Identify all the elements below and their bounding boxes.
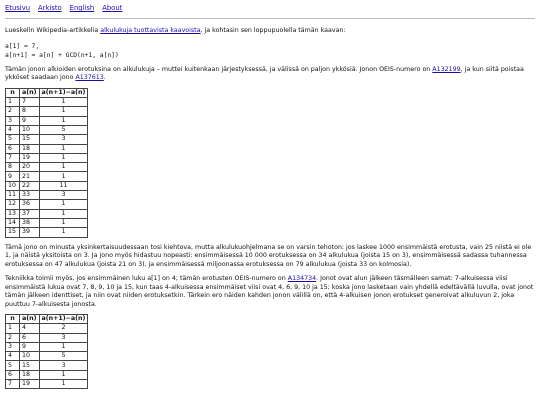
table-header-row xyxy=(6,315,88,324)
table-row xyxy=(6,98,88,107)
cell-an: 39 xyxy=(20,228,40,237)
cell-diff: 1 xyxy=(39,380,88,389)
cell-an: 19 xyxy=(20,153,40,162)
table-row xyxy=(6,116,88,125)
wikipedia-link[interactable]: alkulukuja tuottavista kaavoista xyxy=(100,27,201,34)
cell-diff: 1 xyxy=(39,209,88,218)
cell-diff: 3 xyxy=(39,191,88,200)
table-row xyxy=(6,333,88,342)
cell-diff: 1 xyxy=(39,98,88,107)
cell-an: 10 xyxy=(20,125,40,134)
cell-n: 7 xyxy=(6,380,20,389)
table-row xyxy=(6,209,88,218)
oeis-text-mid: , ja kun siitä poistaa ykköset saadaan jono xyxy=(5,65,524,82)
cell-n: 3 xyxy=(6,116,20,125)
table-header-row xyxy=(6,88,88,97)
analysis-paragraph: Tämä jono on minusta yksinkertaisuudessaan tosi kiehtova, mutta alkulukuohjelmana se on varsin tehoton: jos laskee 1000 ensimmäistä erotusta, vain 25 niistä ei ole 1, ja näistä yksitoista on 3. Ja jono myös hidastuu nopeasti: ensimmäisessä 10 000 erotuksessa on 34 alkulukua (joista 15 on 3), ensimmäisessä sadassa tuhannessa erotuksessa on 47 alkulukua (joista 21 on 3), ja ensimmäisessä miljoonassa erotuksessa on 79 alkulukua (joista 33 on kolmosia). xyxy=(5,243,532,268)
cell-diff: 1 xyxy=(39,172,88,181)
cell-diff: 1 xyxy=(39,163,88,172)
cell-diff: 1 xyxy=(39,107,88,116)
table-row xyxy=(6,324,88,333)
cell-an: 7 xyxy=(20,98,40,107)
table-row xyxy=(6,228,88,237)
formula-line-2: a[n+1] = a[n] + GCD(n+1, a[n]) xyxy=(5,51,119,59)
table-row xyxy=(6,163,88,172)
top-nav xyxy=(5,0,535,16)
cell-diff: 1 xyxy=(39,116,88,125)
cell-n: 9 xyxy=(6,172,20,181)
cell-an: 18 xyxy=(20,370,40,379)
col-header-n: n xyxy=(6,88,20,97)
table-row xyxy=(6,107,88,116)
cell-n: 7 xyxy=(6,153,20,162)
cell-diff: 1 xyxy=(39,153,88,162)
table-row xyxy=(6,144,88,153)
cell-diff: 1 xyxy=(39,218,88,227)
table-row xyxy=(6,135,88,144)
nav-link-english[interactable]: English xyxy=(69,4,95,13)
oeis-text-pre: Tämän jonon alkioiden erotuksina on alkulukuja – muttei kuitenkaan järjestyksessä, ja välissä on paljon ykkösiä. Jonon OEIS-numero on xyxy=(5,65,433,73)
formula-block xyxy=(5,42,535,60)
cell-n: 11 xyxy=(6,191,20,200)
cell-an: 37 xyxy=(20,209,40,218)
cell-n: 6 xyxy=(6,144,20,153)
cell-an: 18 xyxy=(20,144,40,153)
oeis-link-a137613[interactable]: A137613 xyxy=(75,74,104,82)
oeis-link-a134734[interactable]: A134734 xyxy=(287,275,317,282)
oeis-link-a132199[interactable]: A132199 xyxy=(432,65,461,73)
cell-n: 1 xyxy=(6,324,20,333)
cell-n: 14 xyxy=(6,218,20,227)
cell-an: 33 xyxy=(20,191,40,200)
cell-an: 21 xyxy=(20,172,40,181)
cell-an: 20 xyxy=(20,163,40,172)
table-row xyxy=(6,200,88,209)
cell-n: 2 xyxy=(6,107,20,116)
cell-an: 10 xyxy=(20,352,40,361)
table-row xyxy=(6,181,88,190)
variant-text-post: . Jonot ovat alun jälkeen täsmälleen samat: 7-alkuisessa viisi ensimmäistä lukua ovat 7, 8, 9, 10 ja 15, kun taas 4-alkuisessa ensimmäiset viisi ovat 4, 6, 9, 10 ja 15; koska jono lasketaan vain yhdellä edeltävällä luvulla, ovat jonot tämän jälkeen identtiset, ja niin ovat niiden erotuksetkin. Tärkein ero näiden kahden jonon välillä on, että 4-alkuisen jonon erotukset generoivat alkuluvun 2, joka puuttuu 7-alkuisesta jonosta. xyxy=(5,275,534,308)
table-body xyxy=(6,324,88,389)
oeis-text-post: . xyxy=(103,74,106,82)
cell-n: 1 xyxy=(6,98,20,107)
cell-n: 4 xyxy=(6,125,20,134)
cell-an: 4 xyxy=(20,324,40,333)
intro-paragraph xyxy=(5,27,535,36)
cell-n: 6 xyxy=(6,370,20,379)
cell-diff: 3 xyxy=(39,361,88,370)
nav-link-about[interactable]: About xyxy=(102,4,123,13)
sequence-table-7 xyxy=(5,88,88,238)
cell-an: 8 xyxy=(20,107,40,116)
cell-n: 10 xyxy=(6,181,20,190)
table-row xyxy=(6,342,88,351)
cell-an: 36 xyxy=(20,200,40,209)
nav-link-etusivu[interactable]: Etusivu xyxy=(5,4,31,13)
cell-n: 15 xyxy=(6,228,20,237)
intro-text-pre: Lueskelin Wikipedia-artikkelia xyxy=(5,27,101,34)
cell-an: 22 xyxy=(20,181,40,190)
table-row xyxy=(6,153,88,162)
cell-diff: 3 xyxy=(39,135,88,144)
nav-link-arkisto[interactable]: Arkisto xyxy=(38,4,62,13)
cell-an: 38 xyxy=(20,218,40,227)
cell-diff: 1 xyxy=(39,144,88,153)
col-header-an: a(n) xyxy=(20,88,40,97)
table-row xyxy=(6,172,88,181)
table-row xyxy=(6,380,88,389)
sequence-table-4 xyxy=(5,314,88,389)
cell-diff: 2 xyxy=(39,324,88,333)
cell-an: 9 xyxy=(20,116,40,125)
cell-diff: 1 xyxy=(39,342,88,351)
table-row xyxy=(6,352,88,361)
table-row xyxy=(6,361,88,370)
oeis-paragraph xyxy=(5,66,535,83)
cell-an: 15 xyxy=(20,361,40,370)
table-row xyxy=(6,191,88,200)
cell-diff: 5 xyxy=(39,125,88,134)
intro-text-post: , ja kohtasin sen loppupuolella tämän kaavan: xyxy=(200,27,346,34)
cell-n: 12 xyxy=(6,200,20,209)
table-row xyxy=(6,218,88,227)
cell-diff: 11 xyxy=(39,181,88,190)
col-header-diff: a(n+1)−a(n) xyxy=(39,88,88,97)
cell-diff: 1 xyxy=(39,200,88,209)
cell-n: 5 xyxy=(6,135,20,144)
cell-n: 13 xyxy=(6,209,20,218)
variant-paragraph xyxy=(5,275,535,309)
table-row xyxy=(6,370,88,379)
cell-n: 8 xyxy=(6,163,20,172)
cell-an: 9 xyxy=(20,342,40,351)
cell-n: 2 xyxy=(6,333,20,342)
cell-n: 3 xyxy=(6,342,20,351)
cell-diff: 1 xyxy=(39,370,88,379)
col-header-n: n xyxy=(6,315,20,324)
col-header-diff: a(n+1)−a(n) xyxy=(39,315,88,324)
table-body xyxy=(6,98,88,237)
cell-an: 6 xyxy=(20,333,40,342)
formula-line-1: a[1] = 7, xyxy=(5,42,40,50)
cell-diff: 3 xyxy=(39,333,88,342)
nav-divider xyxy=(5,18,535,19)
cell-diff: 1 xyxy=(39,228,88,237)
col-header-an: a(n) xyxy=(20,315,40,324)
variant-text-pre: Tekniikka toimii myös, jos ensimmäinen luku a[1] on 4; tämän erotusten OEIS-numero on xyxy=(5,275,288,282)
cell-n: 5 xyxy=(6,361,20,370)
cell-n: 4 xyxy=(6,352,20,361)
cell-an: 15 xyxy=(20,135,40,144)
table-row xyxy=(6,125,88,134)
cell-diff: 5 xyxy=(39,352,88,361)
cell-an: 19 xyxy=(20,380,40,389)
